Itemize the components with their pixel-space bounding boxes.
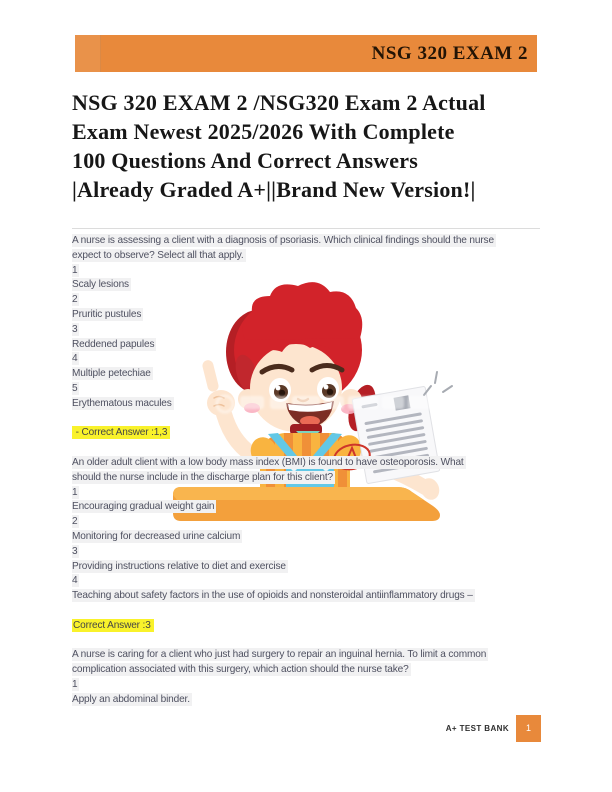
line-text: A nurse is caring for a client who just had surgery to repair an inguinal hernia. To limit a common [72, 649, 487, 661]
line-text: Monitoring for decreased urine calcium [72, 530, 241, 542]
text-line [72, 323, 572, 338]
line-text: Providing instructions relative to diet and exercise [72, 560, 286, 572]
header-bar [75, 35, 537, 72]
text-line [72, 619, 572, 634]
footer-brand: A+ TEST BANK [445, 723, 509, 733]
content-lines [72, 234, 572, 708]
document-title-line: Exam Newest 2025/2026 With Complete [72, 119, 455, 144]
text-line [72, 663, 572, 678]
line-text: A nurse is assessing a client with a diagnosis of psoriasis. Which clinical findings should the nurse [72, 235, 494, 246]
text-line [72, 574, 572, 589]
line-text: Erythematous macules [72, 397, 172, 409]
text-line [72, 426, 572, 441]
text-line [72, 352, 572, 367]
line-text: 4 [72, 353, 78, 365]
line-text: 1 [72, 486, 78, 498]
text-line [72, 367, 572, 382]
text-line [72, 515, 572, 530]
page-number-badge: 1 [516, 715, 541, 742]
line-text: An older adult client with a low body mass index (BMI) is found to have osteoporosis. What [72, 456, 464, 468]
line-text: Scaly lesions [72, 279, 129, 291]
line-text: 3 [72, 545, 78, 557]
line-text: 5 [72, 382, 78, 394]
text-line [72, 471, 572, 486]
line-text: Apply an abdominal binder. [72, 693, 190, 705]
line-text: Teaching about safety factors in the use of opioids and nonsteroidal antiinflammatory drugs – [72, 590, 473, 602]
text-line [72, 456, 572, 471]
text-line [72, 648, 572, 663]
line-text: expect to observe? Select all that apply. [72, 249, 244, 261]
line-text: Reddened papules [72, 338, 155, 350]
header-accent-strip [75, 35, 101, 72]
line-text: Multiple petechiae [72, 368, 151, 380]
line-text: should the nurse include in the discharge plan for this client? [72, 471, 334, 483]
text-line [72, 293, 572, 308]
page-footer [446, 714, 541, 742]
line-text: Encouraging gradual weight gain [72, 501, 215, 513]
line-text: 1 [72, 264, 78, 276]
text-line [72, 264, 572, 279]
text-line [72, 678, 572, 693]
text-line [72, 604, 572, 619]
document-title-line: NSG 320 EXAM 2 /NSG320 Exam 2 Actual [72, 90, 486, 115]
text-line [72, 382, 572, 397]
correct-answer-highlight: Correct Answer :3 [72, 619, 154, 632]
text-line [72, 278, 572, 293]
text-line [72, 441, 572, 456]
text-line [72, 249, 572, 264]
text-line [72, 338, 572, 353]
header-course-title: NSG 320 EXAM 2 [371, 43, 528, 64]
line-text: 2 [72, 516, 78, 528]
text-line [72, 412, 572, 427]
text-line [72, 397, 572, 412]
line-text: 3 [72, 323, 78, 335]
line-text: Pruritic pustules [72, 308, 142, 320]
text-line [72, 308, 572, 323]
text-line [72, 234, 572, 249]
text-line [72, 589, 572, 604]
document-title [72, 88, 562, 204]
document-title-line: |Already Graded A+||Brand New Version!| [72, 177, 476, 202]
text-line [72, 560, 572, 575]
line-text: 1 [72, 678, 78, 690]
text-line [72, 634, 572, 649]
text-line [72, 545, 572, 560]
line-text: complication associated with this surgery, which action should the nurse take? [72, 664, 409, 676]
text-line [72, 500, 572, 515]
correct-answer-highlight: - Correct Answer :1,3 [72, 426, 170, 439]
text-line [72, 486, 572, 501]
document-title-line: 100 Questions And Correct Answers [72, 148, 418, 173]
line-text: 4 [72, 575, 78, 587]
text-line [72, 530, 572, 545]
line-text: 2 [72, 294, 78, 306]
title-separator-line [72, 228, 540, 229]
text-line [72, 693, 572, 708]
